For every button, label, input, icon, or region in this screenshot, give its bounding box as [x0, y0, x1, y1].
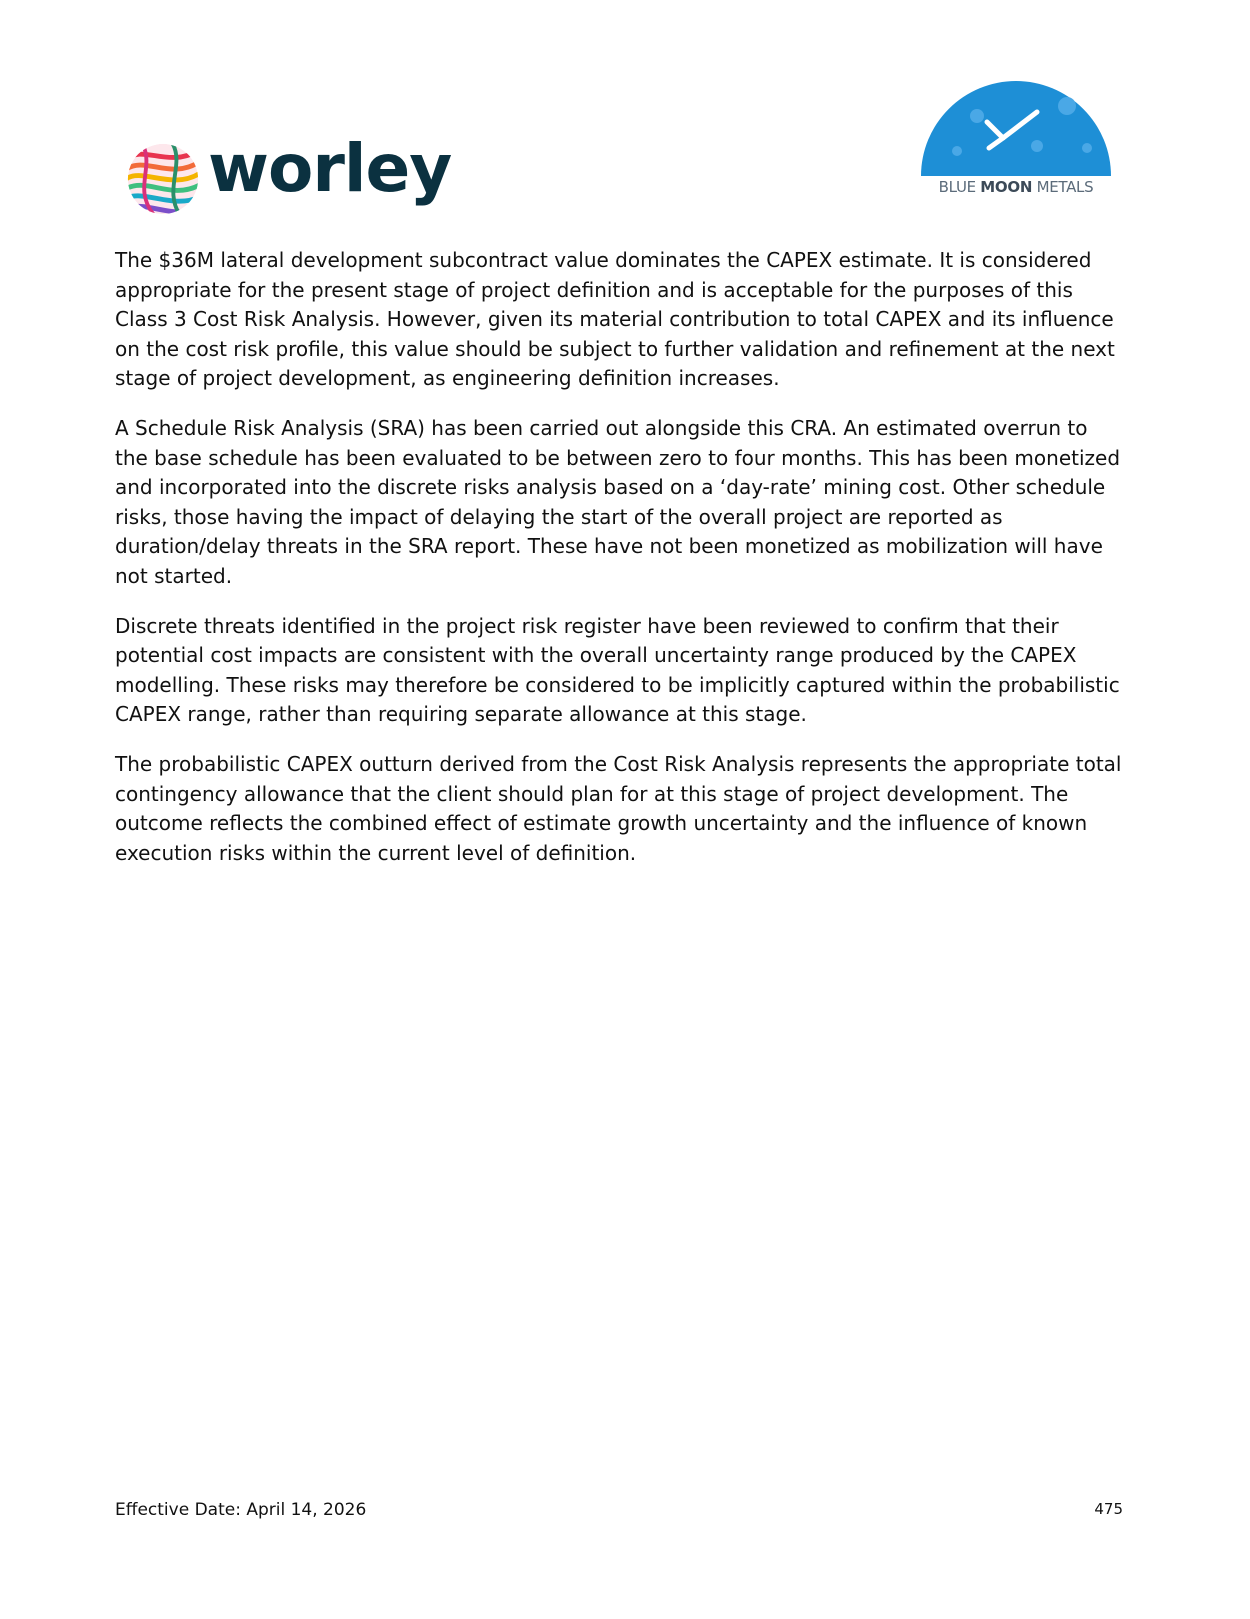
- logo-text-metals: METALS: [1036, 178, 1094, 196]
- worley-globe-icon: [124, 140, 202, 218]
- paragraph-schedule-risk: A Schedule Risk Analysis (SRA) has been carried out alongside this CRA. An estimated overrun to the base schedule has been evaluated to be between zero to four months. This has been monetized and incorporated into the discrete risks analysis based on a ‘day-rate’ mining cost. Other schedule risks, those having the impact of delaying the start of the overall project are reported as duration/delay threats in the SRA report. These have not been monetized as mobilization will have not started.: [115, 415, 1121, 588]
- paragraph-discrete-threats: Discrete threats identified in the project risk register have been reviewed to confirm that their potential cost impacts are consistent with the overall uncertainty range produced by the CAPEX modelling. These risks may therefore be considered to be implicitly captured within the probabilistic CAPEX range, rather than requiring separate allowance at this stage.: [115, 613, 1120, 727]
- effective-date: Effective Date: April 14, 2026: [115, 1500, 367, 1520]
- worley-logo: [124, 130, 452, 218]
- blue-moon-icon: [917, 76, 1115, 180]
- blue-moon-metals-logo: [917, 76, 1115, 204]
- blue-moon-metals-wordmark: [917, 178, 1115, 196]
- paragraph-lateral-development: The $36M lateral development subcontract value dominates the CAPEX estimate. It is considered appropriate for the present stage of project definition and is acceptable for the purposes of this Class 3 Cost Risk Analysis. However, given its material contribution to total CAPEX and its influence on the cost risk profile, this value should be subject to further validation and refinement at the next stage of project development, as engineering definition increases.: [115, 248, 1115, 391]
- logo-text-blue: BLUE: [938, 178, 976, 196]
- body-content: [115, 246, 1125, 888]
- page-number: 475: [1094, 1500, 1123, 1518]
- logo-text-moon: MOON: [980, 178, 1033, 196]
- paragraph-capex-outturn: The probabilistic CAPEX outturn derived from the Cost Risk Analysis represents the appropriate total contingency allowance that the client should plan for at this stage of project development. The outcome reflects the combined effect of estimate growth uncertainty and the influence of known execution risks within the current level of definition.: [115, 751, 1122, 865]
- worley-wordmark: worley: [208, 130, 452, 207]
